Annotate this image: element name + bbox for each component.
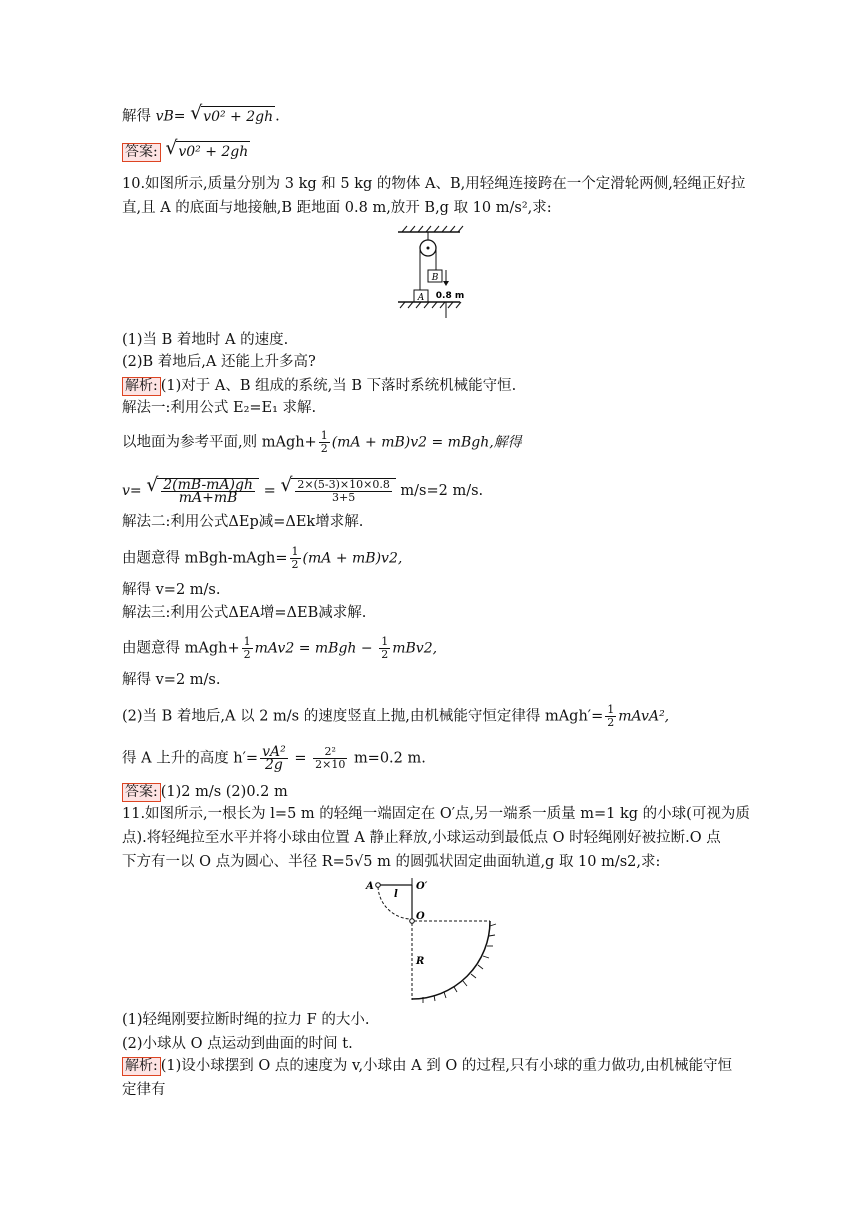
fraction-half: $\frac{1}{2}$ (320, 429, 328, 455)
question-10-part-2: (2)B 着地后,A 还能上升多高? (122, 354, 316, 370)
solution-intro: 解析: (1)对于 A、B 组成的系统,当 B 下落时系统机械能守恒. (122, 376, 516, 396)
solution-line-vb: 解得 vB= √ v0² + 2gh . (122, 106, 280, 127)
sqrt-expression: √ v0² + 2gh (165, 141, 250, 162)
analysis-tag: 解析: (122, 1057, 161, 1076)
method-3-title: 解法三:利用公式ΔEA增=ΔEB减求解. (122, 605, 367, 621)
part-2-equation: (2)当 B 着地后,A 以 2 m/s 的速度竖直上抛,由机械能守恒定律得 mAgh′= $\frac{1}{2}$ mAvA², (122, 703, 670, 729)
question-11-part-2: (2)小球从 O 点运动到曲面的时间 t. (122, 1036, 353, 1052)
svg-text:l: l (394, 889, 398, 900)
question-11-solution-1: 解析: (1)设小球摆到 O 点的速度为 v,小球由 A 到 O 的过程,只有小球的重力做功,由机械能守恒 (122, 1056, 732, 1076)
method-3-result: 解得 v=2 m/s. (122, 672, 221, 688)
sqrt-expression: √ v0² + 2gh (190, 106, 275, 127)
svg-text:O′: O′ (416, 881, 428, 892)
question-10-line-2: 直,且 A 的底面与地接触,B 距地面 0.8 m,放开 B,g 取 10 m/s²,求: (122, 200, 552, 216)
svg-text:B: B (431, 273, 439, 283)
method-3-equation: 由题意得 mAgh+ $\frac{1}{2}$ mAv2 = mBgh − $\frac{1}{2}$ mBv2, (122, 635, 438, 661)
question-11-part-1: (1)轻绳刚要拉断时绳的拉力 F 的大小. (122, 1012, 370, 1028)
answer-tag: 答案: (122, 783, 161, 802)
svg-text:A: A (366, 881, 374, 892)
arc-track-figure (364, 874, 504, 1006)
pulley-figure (394, 224, 474, 320)
method-2-equation: 由题意得 mBgh-mAgh= $\frac{1}{2}$ (mA + mB)v2, (122, 545, 403, 571)
question-10-line-1: 10.如图所示,质量分别为 3 kg 和 5 kg 的物体 A、B,用轻绳连接跨在一个定滑轮两侧,轻绳正好拉 (122, 176, 746, 192)
svg-text:A: A (417, 293, 425, 303)
height-calculation: 得 A 上升的高度 h′= $\frac{\text{vA²}}{2g}$ = $\frac{\text{2²}}{2\times 10}$ m=0.2 m. (122, 744, 426, 773)
analysis-tag: 解析: (122, 377, 161, 396)
svg-text:O: O (416, 911, 425, 922)
question-11-line-1: 11.如图所示,一根长为 l=5 m 的轻绳一端固定在 O′点,另一端系一质量 m=1 kg 的小球(可视为质 (122, 806, 750, 822)
question-11-solution-2: 定律有 (122, 1082, 166, 1098)
method-1-title: 解法一:利用公式 E₂=E₁ 求解. (122, 400, 317, 416)
svg-text:0.8 m: 0.8 m (435, 291, 465, 301)
method-2-title: 解法二:利用公式ΔEp减=ΔEk增求解. (122, 514, 364, 530)
answer-tag: 答案: (122, 143, 161, 162)
question-11-line-2: 点).将轻绳拉至水平并将小球由位置 A 静止释放,小球运动到最低点 O 时轻绳刚好被拉断.O 点 (122, 830, 721, 846)
svg-text:R: R (416, 956, 425, 967)
method-1-equation: 以地面为参考平面,则 mAgh+ $\frac{1}{2}$ (mA + mB)v2 = mBgh,解得 (122, 429, 522, 455)
answer-line-1 (122, 141, 250, 162)
question-10-part-1: (1)当 B 着地时 A 的速度. (122, 332, 289, 348)
method-2-result: 解得 v=2 m/s. (122, 582, 221, 598)
velocity-calculation: v= √ $\frac{2(mB-mA)gh}{mA+mB}$ = √ $\frac{2\times(5-3)\times 10\times 0.8}{3+5}$ m/s=2 m/s. (122, 478, 483, 504)
answer-line-2: 答案: (1)2 m/s (2)0.2 m (122, 782, 288, 802)
question-11-line-3: 下方有一以 O 点为圆心、半径 R=5√5 m 的圆弧状固定曲面轨道,g 取 10 m/s2,求: (122, 854, 661, 870)
